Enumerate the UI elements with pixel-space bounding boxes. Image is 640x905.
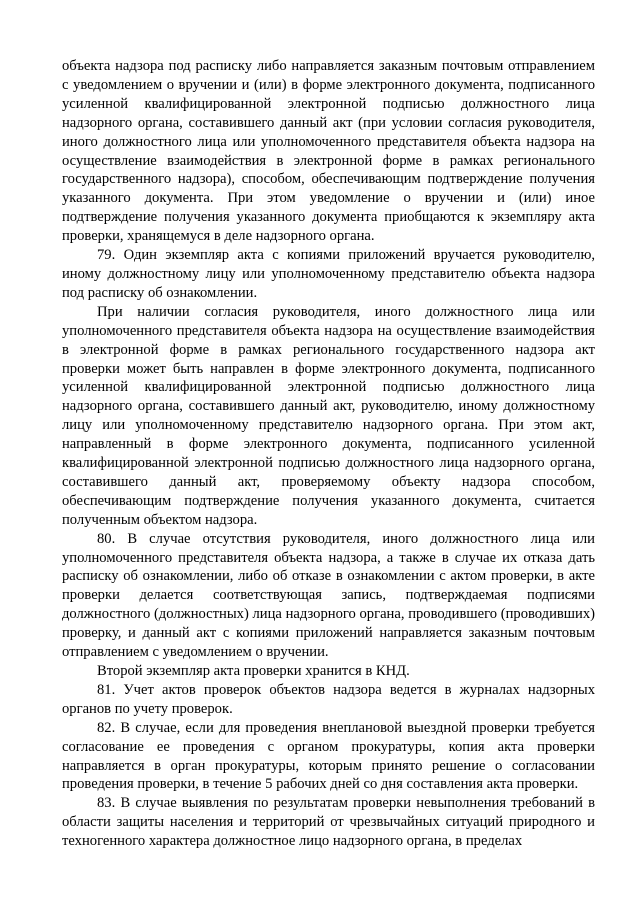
paragraph-79-electronic: При наличии согласия руководителя, иного должностного лица или уполномоченного представителя объекта надзора на осуществление взаимодействия в электронной форме в рамках регионального государственного надзора акт проверки может быть направлен в форме электронного документа, подписанного усиленной квалифицированной электронной подписью должностного лица надзорного органа, составившего данный акт, руководителю, иному должностному лицу или уполномоченному представителю надзорного органа. При этом акт, направленный в форме электронного документа, подписанного усиленной квалифицированной электронной подписью должностного лица надзорного органа, составившего данный акт, проверяемому объекту надзора способом, обеспечивающим подтверждение получения указанного документа, считается полученным объектом надзора. xyxy=(62,303,595,528)
paragraph-continuation: объекта надзора под расписку либо направляется заказным почтовым отправлением с уведомлением о вручении и (или) в форме электронного документа, подписанного усиленной квалифицированной электронной подписью должностного лица надзорного органа, составившего данный акт (при условии согласия руководителя, иного должностного лица или уполномоченного представителя объекта надзора на осуществление взаимодействия в электронной форме в рамках регионального государственного надзора), способом, обеспечивающим подтверждение получения указанного документа. При этом уведомление о вручении и (или) иное подтверждение получения указанного документа приобщаются к экземпляру акта проверки, хранящемуся в деле надзорного органа. xyxy=(62,58,595,245)
paragraph-82: 82. В случае, если для проведения внеплановой выездной проверки требуется согласование ее проведения с органом прокуратуры, копия акта проверки направляется в орган прокуратуры, которым принято решение о согласовании проведения проверки, в течение 5 рабочих дней со дня составления акта проверки. xyxy=(62,719,595,793)
paragraph-80: 80. В случае отсутствия руководителя, иного должностного лица или уполномоченного представителя объекта надзора, а также в случае их отказа дать расписку об ознакомлении, либо об отказе в ознакомлении с актом проверки, в акте проверки делается соответствующая запись, подтверждаемая подписями должностного (должностных) лица надзорного органа, проводившего (проводивших) проверку, и данный акт с копиями приложений направляется заказным почтовым отправлением с уведомлением о вручении. xyxy=(62,530,595,661)
paragraph-83: 83. В случае выявления по результатам проверки невыполнения требований в области защиты населения и территорий от чрезвычайных ситуаций природного и техногенного характера должностное лицо надзорного органа, в пределах xyxy=(62,795,595,850)
paragraph-79: 79. Один экземпляр акта с копиями приложений вручается руководителю, иному должностному лицу или уполномоченному представителю объекта надзора под расписку об ознакомлении. xyxy=(62,247,595,301)
paragraph-80-second-copy: Второй экземпляр акта проверки хранится в КНД. xyxy=(97,663,410,679)
paragraph-81: 81. Учет актов проверок объектов надзора ведется в журналах надзорных органов по учету проверок. xyxy=(62,681,595,717)
document-page xyxy=(62,57,595,851)
